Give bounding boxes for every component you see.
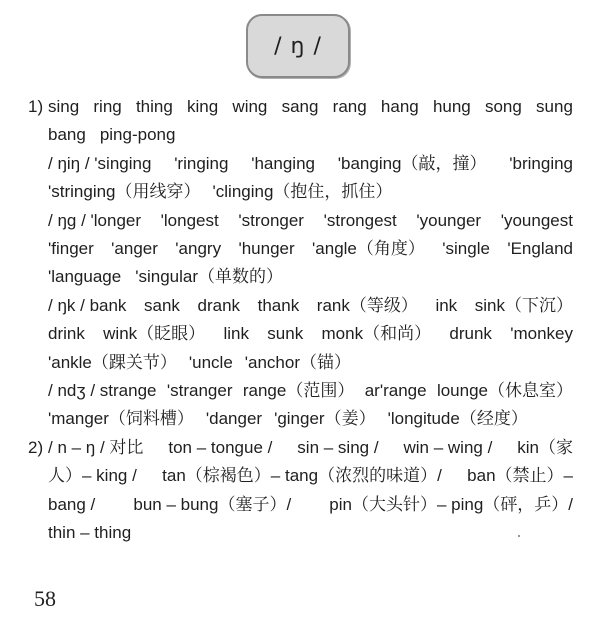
word: link bbox=[223, 324, 249, 344]
word: sunk bbox=[267, 324, 304, 344]
word: wink（眨眼） bbox=[103, 324, 206, 344]
word: hang bbox=[380, 97, 419, 116]
word: thank bbox=[257, 295, 300, 315]
item-number: 1) bbox=[28, 97, 44, 116]
word: / n – ŋ / 对比 bbox=[48, 437, 144, 457]
word: range（范围） bbox=[242, 381, 355, 401]
word: rank（等级） bbox=[316, 295, 418, 315]
word: 'youngest bbox=[500, 210, 573, 230]
phoneme-title-box bbox=[246, 14, 350, 78]
word-line bbox=[48, 434, 573, 462]
word: ar'range bbox=[364, 381, 427, 401]
word: / ŋg / 'longer bbox=[48, 210, 142, 230]
word: 'singular（单数的） bbox=[135, 267, 283, 287]
exercise-item-1 bbox=[28, 93, 573, 434]
word: 'angle（角度） bbox=[312, 239, 425, 259]
word: 人）– king / bbox=[48, 466, 137, 486]
word: drink bbox=[48, 324, 85, 344]
word: win – wing / bbox=[403, 437, 493, 457]
word: drunk bbox=[449, 324, 492, 344]
word: 'longitude（经度） bbox=[387, 409, 528, 429]
word: 'ankle（踝关节） bbox=[48, 352, 177, 372]
word: 'England bbox=[507, 239, 573, 259]
word: 'hunger bbox=[238, 239, 295, 259]
item-number: 2) bbox=[28, 437, 44, 457]
word: 'angry bbox=[175, 239, 222, 259]
word-line bbox=[48, 405, 573, 433]
word: song bbox=[484, 97, 522, 116]
word: 'hanging bbox=[251, 153, 315, 173]
phoneme-title: / ŋ / bbox=[274, 33, 322, 59]
word-line bbox=[48, 292, 573, 320]
word: ring bbox=[93, 97, 122, 116]
word-line bbox=[48, 349, 573, 377]
word: 'manger（饲料槽） bbox=[48, 409, 194, 429]
word-line bbox=[48, 519, 573, 547]
word: drank bbox=[197, 295, 241, 315]
word: sang bbox=[281, 97, 319, 116]
word: 'stranger bbox=[166, 381, 233, 401]
word: 'longest bbox=[160, 210, 219, 230]
word-line bbox=[48, 121, 573, 149]
word: pin（大头针）– ping（砰，乒）/ bbox=[329, 494, 573, 514]
word: sank bbox=[144, 295, 180, 315]
word: bun – bung（塞子）/ bbox=[133, 494, 292, 514]
print-speck bbox=[518, 535, 520, 537]
word: sin – sing / bbox=[297, 437, 379, 457]
word: thin – thing bbox=[48, 523, 132, 543]
word: sung bbox=[536, 97, 573, 116]
word-line bbox=[48, 150, 573, 178]
word: 'ringing bbox=[174, 153, 229, 173]
word: bang bbox=[48, 125, 86, 145]
word: wing bbox=[232, 97, 268, 116]
word: bang / bbox=[48, 494, 96, 514]
word: 'banging（敲，撞） bbox=[337, 153, 487, 173]
word: 'monkey bbox=[510, 324, 573, 344]
word: 'younger bbox=[416, 210, 482, 230]
word: monk（和尚） bbox=[321, 324, 432, 344]
word: 'clinging（抱住，抓住） bbox=[212, 182, 393, 202]
word: tan（棕褐色）– tang（浓烈的味道）/ bbox=[162, 466, 442, 486]
word: 'language bbox=[48, 267, 122, 287]
word: 'danger bbox=[205, 409, 263, 429]
word-line bbox=[48, 207, 573, 235]
word: king bbox=[187, 97, 219, 116]
word: 'bringing bbox=[509, 153, 573, 173]
word-line bbox=[48, 491, 573, 519]
word: / ndʒ / strange bbox=[48, 381, 157, 401]
word: 'anger bbox=[111, 239, 158, 259]
exercise-item-2 bbox=[28, 434, 573, 548]
word: 'strongest bbox=[323, 210, 397, 230]
word: 'stringing（用线穿） bbox=[48, 182, 201, 202]
page-number: 58 bbox=[34, 586, 56, 611]
word: 'uncle bbox=[188, 352, 233, 372]
word-line bbox=[48, 263, 573, 291]
word: ton – tongue / bbox=[168, 437, 273, 457]
word: rang bbox=[332, 97, 367, 116]
word: / ŋk / bank bbox=[48, 295, 127, 315]
word-line bbox=[48, 235, 573, 263]
word: hung bbox=[432, 97, 471, 116]
word: 'finger bbox=[48, 239, 94, 259]
word: ban（禁止）– bbox=[467, 466, 573, 486]
word-line bbox=[48, 178, 573, 206]
word-line bbox=[48, 377, 573, 405]
word: / ŋiŋ / 'singing bbox=[48, 153, 152, 173]
word: 'stronger bbox=[238, 210, 304, 230]
word-line bbox=[48, 462, 573, 490]
exercise-content bbox=[28, 93, 573, 548]
word: lounge（休息室） bbox=[436, 381, 573, 401]
word: ink bbox=[435, 295, 458, 315]
word: sing bbox=[48, 97, 80, 116]
word-line bbox=[48, 93, 573, 121]
word-line bbox=[48, 320, 573, 348]
word: 'anchor（锚） bbox=[244, 352, 352, 372]
word: 'single bbox=[442, 239, 490, 259]
word: ping-pong bbox=[99, 125, 176, 145]
word: 'ginger（姜） bbox=[274, 409, 376, 429]
word: sink（下沉） bbox=[474, 295, 573, 315]
word: kin（家 bbox=[517, 437, 573, 457]
word: thing bbox=[135, 97, 173, 116]
